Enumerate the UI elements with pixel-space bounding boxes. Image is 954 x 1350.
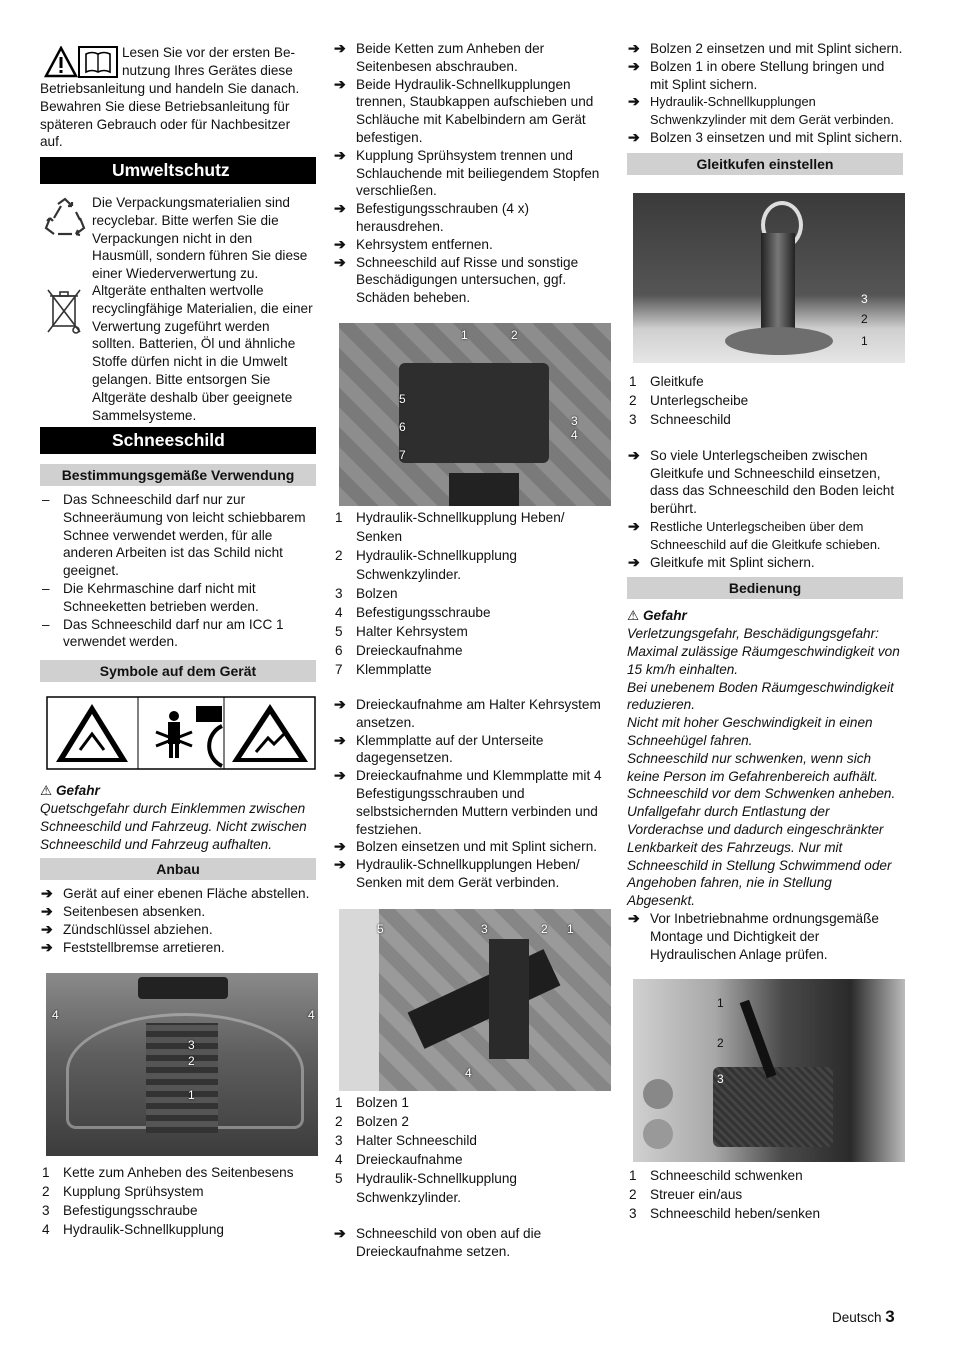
- step-item: ➔ Bolzen 1 in obere Stellung bringen und mit Splint sichern.: [628, 57, 885, 92]
- legend-item: 1 Hydraulik-Schnellkupplung Heben/ Senken: [335, 509, 565, 544]
- callout-label: 3: [571, 413, 578, 428]
- packaging-text: Die Verpackungsmaterialien sind recyclebar. Bitte werfen Sie die Verpackungen nicht in den Hausmüll, sondern führen Sie diese einer Wiederverwertung zu.: [92, 195, 308, 282]
- column-1: [40, 40, 316, 1239]
- fig2-legend: [333, 508, 613, 679]
- step-item: ➔ Hydraulik-Schnellkupplungen Heben/ Senken mit dem Gerät verbinden.: [334, 856, 580, 890]
- arrow-right-icon: ➔: [628, 446, 640, 463]
- callout-label: 6: [399, 419, 406, 434]
- legend-item: 6 Dreieckaufnahme: [335, 642, 463, 658]
- arrow-right-icon: ➔: [334, 767, 346, 784]
- step-item: ➔ Befestigungsschrauben (4 x) herausdrehen.: [334, 200, 530, 234]
- danger-para: Verletzungsgefahr, Beschädigungsgefahr: Maximal zulässige Räumgeschwindigkeit von 15 km/h einhalten.: [627, 626, 900, 677]
- step-item: ➔ Bolzen 2 einsetzen und mit Splint sichern.: [628, 40, 903, 56]
- step-item: ➔ Dreieckaufnahme und Klemmplatte mit 4 Befestigungsschrauben und selbstsichernden Muttern verbinden und festziehen.: [334, 767, 602, 837]
- device-symbols-image: [46, 696, 316, 770]
- danger-para: Nicht mit hoher Geschwindigkeit in einen Schneehügel fahren.: [627, 715, 873, 748]
- fig4-legend: [627, 372, 903, 429]
- callout-label: 4: [465, 1065, 472, 1080]
- danger-text: Quetschgefahr durch Einklemmen zwischen Schneeschild und Fahrzeug. Nicht zwischen Schneeschild und Fahrzeug aufhalten.: [40, 800, 307, 852]
- legend-item: 2 Unterlegscheibe: [629, 392, 749, 408]
- recycle-icon: [42, 196, 88, 242]
- arrow-right-icon: ➔: [628, 128, 640, 145]
- page-footer: [832, 1308, 895, 1327]
- arrow-right-icon: ➔: [628, 57, 640, 74]
- callout-label: 1: [188, 1087, 195, 1102]
- step-item: ➔ Schneeschild auf Risse und sonstige Beschädigungen untersuchen, ggf. Schäden beheben.: [334, 253, 579, 306]
- arrow-right-icon: ➔: [41, 903, 53, 920]
- arrow-right-icon: ➔: [334, 731, 346, 748]
- callout-label: 5: [399, 391, 406, 406]
- use-list: [40, 491, 316, 651]
- steps-a: [627, 40, 903, 147]
- column-3: [627, 40, 903, 1223]
- callout-label: 1: [567, 921, 574, 936]
- legend-item: 2 Kupplung Sprühsystem: [42, 1183, 204, 1199]
- footer-language: Deutsch: [832, 1310, 882, 1325]
- callout-label: 3: [717, 1072, 724, 1087]
- legend-item: 2 Bolzen 2: [335, 1113, 409, 1129]
- legend-item: 1 Kette zum Anheben des Seitenbesens: [42, 1164, 294, 1180]
- section-umweltschutz: Umweltschutz: [40, 157, 316, 184]
- danger-para: Schneeschild nur schwenken, wenn sich keine Person im Gefahrenbereich aufhält.: [627, 750, 878, 784]
- heading-gleitkufen: Gleitkufen einstellen: [627, 153, 903, 175]
- callout-label: 3: [861, 291, 868, 306]
- arrow-right-icon: ➔: [334, 235, 346, 252]
- step-item: ➔ Gleitkufe mit Splint sichern.: [628, 553, 815, 570]
- callout-label: 2: [717, 1036, 724, 1051]
- step-item: ➔ Vor Inbetriebnahme ordnungsgemäße Montage und Dichtigkeit der Hydraulischen Anlage prüfen.: [628, 909, 879, 962]
- legend-item: 3 Bolzen: [335, 585, 398, 601]
- heading-bedienung: Bedienung: [627, 577, 903, 599]
- intro-line-2: nutzung Ihres Gerätes diese: [122, 63, 293, 78]
- danger-paras: [627, 625, 903, 910]
- danger-para: Unfallgefahr durch Entlastung der Vorderachse und dadurch eingeschränkter Lenkbarkeit des Fahrzeugs. Nur mit Schneeschild in Stellung Schwimmend oder Angehoben fahren, nie in Stellung Abgesenkt.: [627, 804, 892, 909]
- callout-label: 4: [308, 1007, 315, 1022]
- step-item: ➔ Seitenbesen absenken.: [41, 903, 206, 920]
- callout-label: 1: [717, 996, 724, 1011]
- step-item: ➔ Kupplung Sprühsystem trennen und Schlauchende mit beiliegendem Stopfen verschließen.: [334, 146, 600, 199]
- arrow-right-icon: ➔: [334, 40, 346, 56]
- list-item: – Das Schneeschild darf nur am ICC 1 verwendet werden.: [42, 616, 284, 650]
- intro: [40, 40, 316, 153]
- arrow-right-icon: ➔: [334, 1224, 346, 1241]
- legend-item: 3 Schneeschild: [629, 411, 731, 427]
- step-item: ➔ So viele Unterlegscheiben zwischen Gleitkufe und Schneeschild einsetzen, dass das Schneeschild den Boden leicht berührt.: [628, 446, 895, 517]
- legend-item: 5 Halter Kehrsystem: [335, 623, 468, 639]
- step-item: ➔ Schneeschild von oben auf die Dreieckaufnahme setzen.: [334, 1224, 542, 1259]
- step-item: ➔ Kehrsystem entfernen.: [334, 235, 493, 252]
- photo-control-levers: [633, 979, 905, 1162]
- danger-label: ⚠ Gefahr: [627, 608, 687, 624]
- fig5-legend: [627, 1166, 903, 1223]
- steps-a: [333, 40, 613, 307]
- callout-label: 3: [481, 921, 488, 936]
- umwelt-block: [40, 194, 316, 423]
- steps-b: [333, 696, 613, 892]
- arrow-right-icon: ➔: [41, 920, 53, 937]
- callout-label: 1: [861, 333, 868, 348]
- step-item: ➔ Gerät auf einer ebenen Fläche abstellen.: [41, 885, 310, 902]
- warning-small-icon: ⚠: [40, 783, 53, 799]
- danger-label: ⚠ Gefahr: [40, 783, 100, 799]
- legend-item: 7 Klemmplatte: [335, 661, 432, 677]
- arrow-right-icon: ➔: [628, 40, 640, 56]
- legend-item: 1 Schneeschild schwenken: [629, 1168, 803, 1184]
- legend-item: 4 Hydraulik-Schnellkupplung: [42, 1221, 224, 1237]
- list-item: – Die Kehrmaschine darf nicht mit Schneeketten betrieben werden.: [42, 580, 259, 614]
- callout-label: 3: [188, 1037, 195, 1052]
- fig3-legend: [333, 1093, 613, 1207]
- arrow-right-icon: ➔: [628, 517, 640, 534]
- warning-small-icon: ⚠: [627, 608, 640, 624]
- callout-label: 5: [377, 921, 384, 936]
- manual-book-icon: [78, 46, 118, 78]
- arrow-right-icon: ➔: [334, 838, 346, 855]
- anbau-steps: [40, 885, 316, 956]
- legend-item: 3 Befestigungsschraube: [42, 1202, 198, 1218]
- page-number: 3: [885, 1307, 895, 1326]
- legend-item: 5 Hydraulik-Schnellkupplung Schwenkzylinder.: [335, 1170, 517, 1205]
- arrow-right-icon: ➔: [334, 253, 346, 270]
- callout-label: 2: [511, 327, 518, 342]
- steps-c: [333, 1225, 613, 1261]
- section-schneeschild: Schneeschild: [40, 427, 316, 454]
- arrow-right-icon: ➔: [628, 93, 640, 110]
- step-item: ➔ Hydraulik-Schnellkupplungen Schwenkzylinder mit dem Gerät verbinden.: [628, 93, 894, 128]
- callout-label: 4: [571, 427, 578, 442]
- column-2: [333, 40, 613, 1260]
- callout-label: 4: [52, 1007, 59, 1022]
- photo-sweeper-attachment: [46, 973, 318, 1156]
- intro-line-1: Lesen Sie vor der ersten Be-: [122, 45, 296, 60]
- step-item: ➔ Restliche Unterlegscheiben über dem Schneeschild auf die Gleitkufe schieben.: [628, 517, 881, 552]
- legend-item: 4 Befestigungsschraube: [335, 604, 491, 620]
- callout-label: 2: [541, 921, 548, 936]
- callout-label: 2: [188, 1053, 195, 1068]
- legend-item: 2 Streuer ein/aus: [629, 1187, 743, 1203]
- callout-label: 1: [461, 327, 468, 342]
- callout-label: 7: [399, 447, 406, 462]
- list-item: – Das Schneeschild darf nur zur Schneeräumung von leicht schiebbarem Schnee verwendet werden, für alle anderen Arbeiten ist das Schild nicht geeignet.: [42, 492, 306, 579]
- crossed-bin-icon: [44, 286, 84, 338]
- arrow-right-icon: ➔: [334, 856, 346, 873]
- danger-para: Schneeschild vor dem Schwenken anheben.: [627, 786, 896, 802]
- arrow-right-icon: ➔: [628, 909, 640, 926]
- step-item: ➔ Bolzen einsetzen und mit Splint sichern.: [334, 838, 598, 855]
- step-item: ➔ Bolzen 3 einsetzen und mit Splint sichern.: [628, 128, 903, 145]
- photo-skid: [633, 193, 905, 363]
- legend-item: 1 Bolzen 1: [335, 1094, 409, 1110]
- arrow-right-icon: ➔: [334, 146, 346, 163]
- legend-item: 4 Dreieckaufnahme: [335, 1151, 463, 1167]
- step-item: ➔ Zündschlüssel abziehen.: [41, 920, 213, 937]
- disposal-text: Altgeräte enthalten wertvolle recyclingfähige Materialien, die einer Verwertung zugeführt werden sollten. Batterien, Öl und ähnliche Stoffe dürfen nicht in die Umwelt gelangen. Bitte entsorgen Sie Altgeräte deshalb über geeignete Sammelsysteme.: [92, 283, 313, 423]
- legend-item: 2 Hydraulik-Schnellkupplung Schwenkzylinder.: [335, 547, 517, 582]
- steps-b: [627, 447, 903, 572]
- legend-item: 3 Halter Schneeschild: [335, 1132, 477, 1148]
- arrow-right-icon: ➔: [334, 200, 346, 217]
- fig1-legend: [40, 1163, 316, 1239]
- intro-rest: Betriebsanleitung und handeln Sie danach. Bewahren Sie diese Betriebsanleitung für späteren Gebrauch oder für Nachbesitzer auf.: [40, 81, 300, 150]
- callout-label: 2: [861, 311, 868, 326]
- arrow-right-icon: ➔: [628, 553, 640, 570]
- heading-bestimmung: Bestimmungsgemäße Verwendung: [40, 464, 316, 486]
- photo-hydraulic-couplings: [339, 323, 611, 506]
- arrow-right-icon: ➔: [334, 695, 346, 712]
- step-item: ➔ Beide Ketten zum Anheben der Seitenbesen abschrauben.: [334, 40, 545, 74]
- heading-symbole: Symbole auf dem Gerät: [40, 660, 316, 682]
- arrow-right-icon: ➔: [41, 938, 53, 955]
- photo-snow-blade-holder: [339, 909, 611, 1091]
- danger-para: Bei unebenem Boden Räumgeschwindigkeit reduzieren.: [627, 679, 894, 713]
- step-item: ➔ Klemmplatte auf der Unterseite dagegensetzen.: [334, 731, 544, 766]
- legend-item: 1 Gleitkufe: [629, 373, 704, 389]
- arrow-right-icon: ➔: [41, 885, 53, 902]
- arrow-right-icon: ➔: [334, 75, 346, 92]
- step-item: ➔ Dreieckaufnahme am Halter Kehrsystem ansetzen.: [334, 695, 601, 730]
- legend-item: 3 Schneeschild heben/senken: [629, 1206, 821, 1222]
- heading-anbau: Anbau: [40, 858, 316, 880]
- warning-triangle-icon: [44, 46, 78, 78]
- step-item: ➔ Beide Hydraulik-Schnellkupplungen trennen, Staubkappen aufschieben und Schläuche mit Kabelbindern am Gerät befestigen.: [334, 75, 594, 145]
- step-item: ➔ Feststellbremse arretieren.: [41, 938, 225, 955]
